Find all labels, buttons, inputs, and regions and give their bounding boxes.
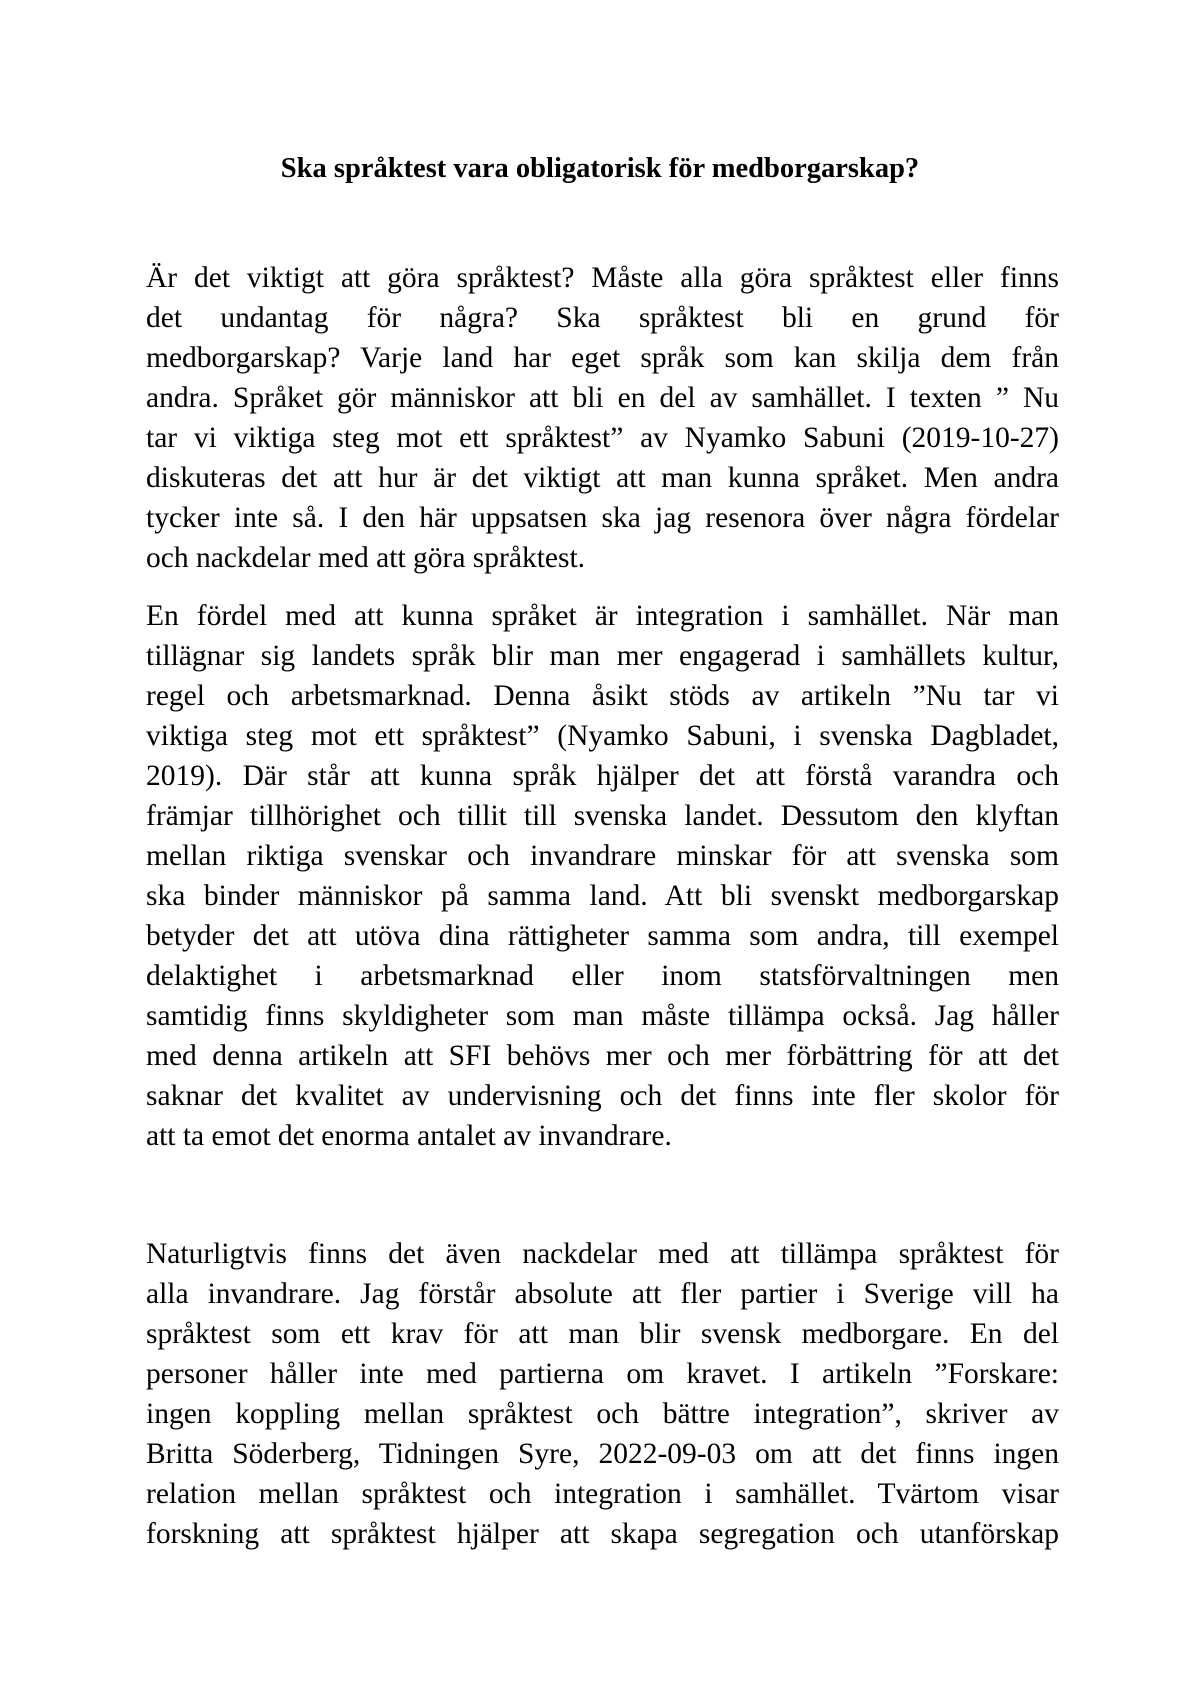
paragraph-line: tillägnar sig landets språk blir man mer engagerad i samhällets kultur, (146, 640, 1059, 672)
paragraph-line: Britta Söderberg, Tidningen Syre, 2022-09-03 om att det finns ingen (146, 1438, 1059, 1470)
paragraph-line: relation mellan språktest och integration i samhället. Tvärtom visar (146, 1478, 1059, 1510)
paragraph-line: ska binder människor på samma land. Att bli svenskt medborgarskap (146, 880, 1059, 912)
paragraph-line: tar vi viktiga steg mot ett språktest” av Nyamko Sabuni (2019-10-27) (146, 422, 1059, 454)
paragraph-disadvantages (146, 1234, 1059, 1554)
paragraph-line: främjar tillhörighet och tillit till svenska landet. Dessutom den klyftan (146, 800, 1059, 832)
paragraph-line: andra. Språket gör människor att bli en del av samhället. I texten ” Nu (146, 382, 1059, 414)
paragraph-line: viktiga steg mot ett språktest” (Nyamko Sabuni, i svenska Dagbladet, (146, 720, 1059, 752)
paragraph-line: betyder det att utöva dina rättigheter samma som andra, till exempel (146, 920, 1059, 952)
paragraph-line: medborgarskap? Varje land har eget språk som kan skilja dem från (146, 342, 1059, 374)
paragraph-line: mellan riktiga svenskar och invandrare minskar för att svenska som (146, 840, 1059, 872)
paragraph-line: diskuteras det att hur är det viktigt att man kunna språket. Men andra (146, 462, 1059, 494)
paragraph-line: tycker inte så. I den här uppsatsen ska jag resenora över några fördelar (146, 502, 1059, 534)
paragraph-line: alla invandrare. Jag förstår absolute att fler partier i Sverige vill ha (146, 1278, 1059, 1310)
paragraph-line: Är det viktigt att göra språktest? Måste alla göra språktest eller finns (146, 262, 1059, 294)
paragraph-line: Naturligtvis finns det även nackdelar med att tillämpa språktest för (146, 1238, 1059, 1270)
paragraph-line: ingen koppling mellan språktest och bättre integration”, skriver av (146, 1398, 1059, 1430)
paragraph-line: personer håller inte med partierna om kravet. I artikeln ”Forskare: (146, 1358, 1059, 1390)
paragraph-advantages (146, 596, 1059, 1156)
paragraph-line: regel och arbetsmarknad. Denna åsikt stöds av artikeln ”Nu tar vi (146, 680, 1059, 712)
paragraph-line: En fördel med att kunna språket är integration i samhället. När man (146, 600, 1059, 632)
document-title: Ska språktest vara obligatorisk för medborgarskap? (280, 153, 920, 184)
paragraph-line: och nackdelar med att göra språktest. (146, 542, 586, 574)
paragraph-line: 2019). Där står att kunna språk hjälper det att förstå varandra och (146, 760, 1059, 792)
paragraph-line: det undantag för några? Ska språktest bli en grund för (146, 302, 1059, 334)
paragraph-line: samtidig finns skyldigheter som man måste tillämpa också. Jag håller (146, 1000, 1059, 1032)
paragraph-line: språktest som ett krav för att man blir svensk medborgare. En del (146, 1318, 1059, 1350)
paragraph-line: med denna artikeln att SFI behövs mer och mer förbättring för att det (146, 1040, 1059, 1072)
paragraph-line: saknar det kvalitet av undervisning och det finns inte fler skolor för (146, 1080, 1059, 1112)
paragraph-line: delaktighet i arbetsmarknad eller inom statsförvaltningen men (146, 960, 1059, 992)
paragraph-line: forskning att språktest hjälper att skapa segregation och utanförskap (146, 1518, 1059, 1550)
paragraph-line: att ta emot det enorma antalet av invandrare. (146, 1120, 672, 1152)
paragraph-introduction (146, 258, 1059, 578)
